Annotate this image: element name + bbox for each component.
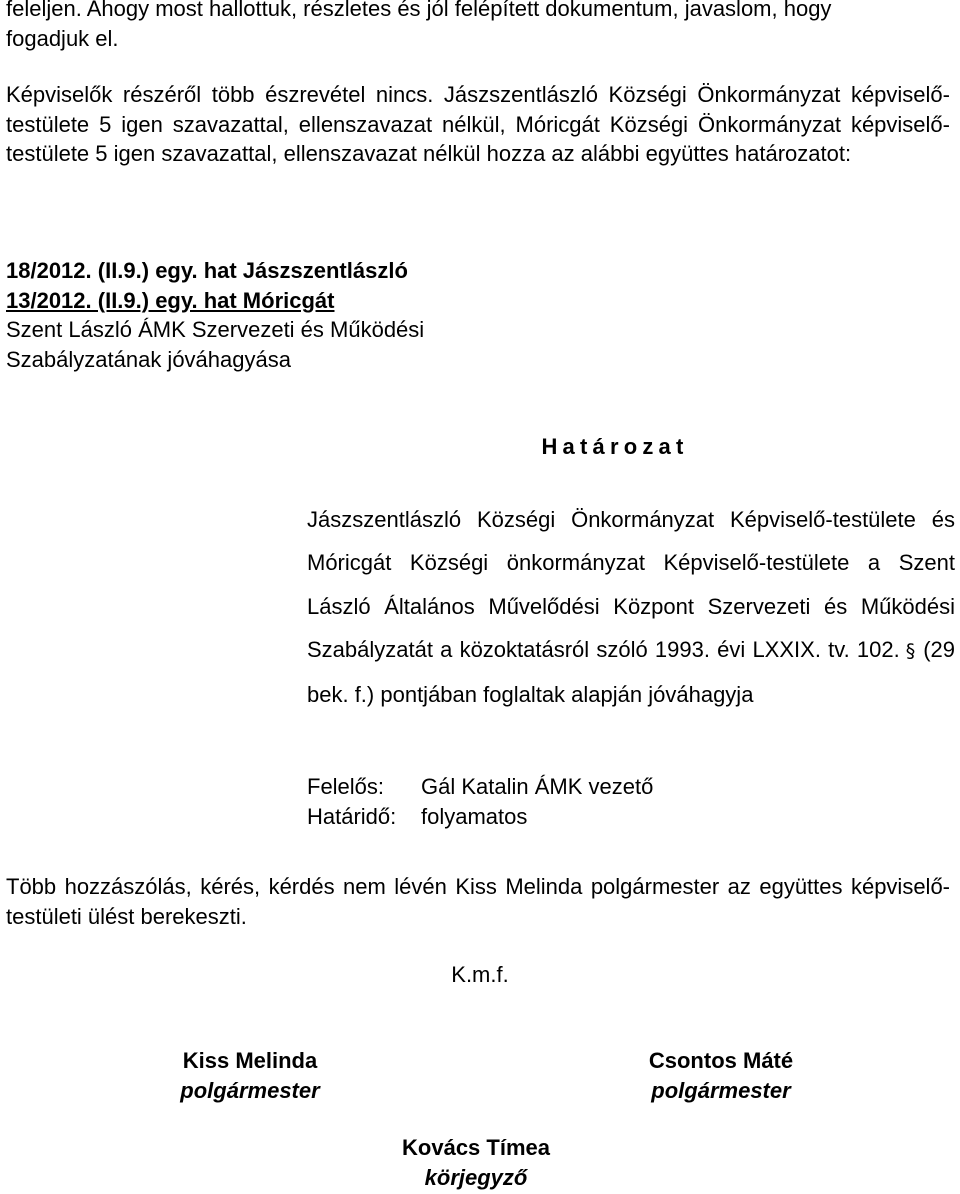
resolution-meta: [307, 772, 653, 831]
intro-paragraph: [6, 0, 950, 53]
signatory-name: Kovács Tímea: [402, 1135, 550, 1160]
resolution-number-moricgat: 13/2012. (II.9.) egy. hat Móricgát: [6, 287, 335, 313]
signature-block: [601, 1046, 841, 1105]
intro-line-1: feleljen. Ahogy most hallottuk, részletes és jól felépített dokumentum, javaslom, hogy: [6, 0, 832, 21]
resolution-subject-line-1: Szent László ÁMK Szervezeti és Működési: [6, 317, 425, 342]
signatory-role: körjegyző: [424, 1164, 528, 1190]
resolution-subject-line-2: Szabályzatának jóváhagyása: [6, 346, 291, 372]
resolution-text-before: Jászszentlászló Községi Önkormányzat Képviselő-testülete és Móricgát Községi önkormányzat Képviselő-testülete a Szent László Általános Művelődési Központ Szervezeti és Működési Szabályzatát a közoktatásról szóló 1993. évi LXXIX. tv. 102.: [307, 507, 955, 662]
intro-line-2: fogadjuk el.: [6, 25, 119, 51]
kmf-mark: K.m.f.: [451, 962, 509, 987]
resolution-heading: [6, 256, 706, 374]
deadline-label: Határidő:: [307, 803, 397, 829]
hatarozat-title: Határozat: [541, 434, 689, 459]
deadline-value: folyamatos: [421, 803, 528, 829]
signature-block: [356, 1133, 596, 1192]
resolution-number-jaszszentlaszlo: 18/2012. (II.9.) egy. hat Jászszentlászló: [6, 258, 408, 283]
responsible-label: Felelős:: [307, 774, 385, 799]
closing-paragraph: Több hozzászólás, kérés, kérdés nem lévén Kiss Melinda polgármester az együttes képviselő-testületi ülést berekeszti.: [6, 874, 950, 929]
signatory-role: polgármester: [180, 1077, 320, 1103]
resolution-body: [307, 498, 955, 716]
responsible-value: Gál Katalin ÁMK vezető: [421, 774, 654, 799]
signature-block: [130, 1046, 370, 1105]
responsible-row: [307, 772, 653, 802]
signatory-name: Csontos Máté: [648, 1048, 794, 1073]
signatory-name: Kiss Melinda: [182, 1048, 318, 1073]
deadline-row: [307, 802, 653, 832]
section-sign: §: [905, 639, 916, 662]
vote-paragraph: Képviselők részéről több észrevétel nincs. Jászszentlászló Községi Önkormányzat képviselő-testülete 5 igen szavazattal, ellenszavazat nélkül, Móricgát Községi Önkormányzat képviselő-testülete 5 igen szavazattal, ellenszavazat nélkül hozza az alábbi együttes határozatot:: [6, 82, 950, 166]
signatory-role: polgármester: [651, 1077, 791, 1103]
resolution-text-after: (29 bek. f.) pontjában foglaltak alapján jóváhagyja: [307, 636, 955, 708]
